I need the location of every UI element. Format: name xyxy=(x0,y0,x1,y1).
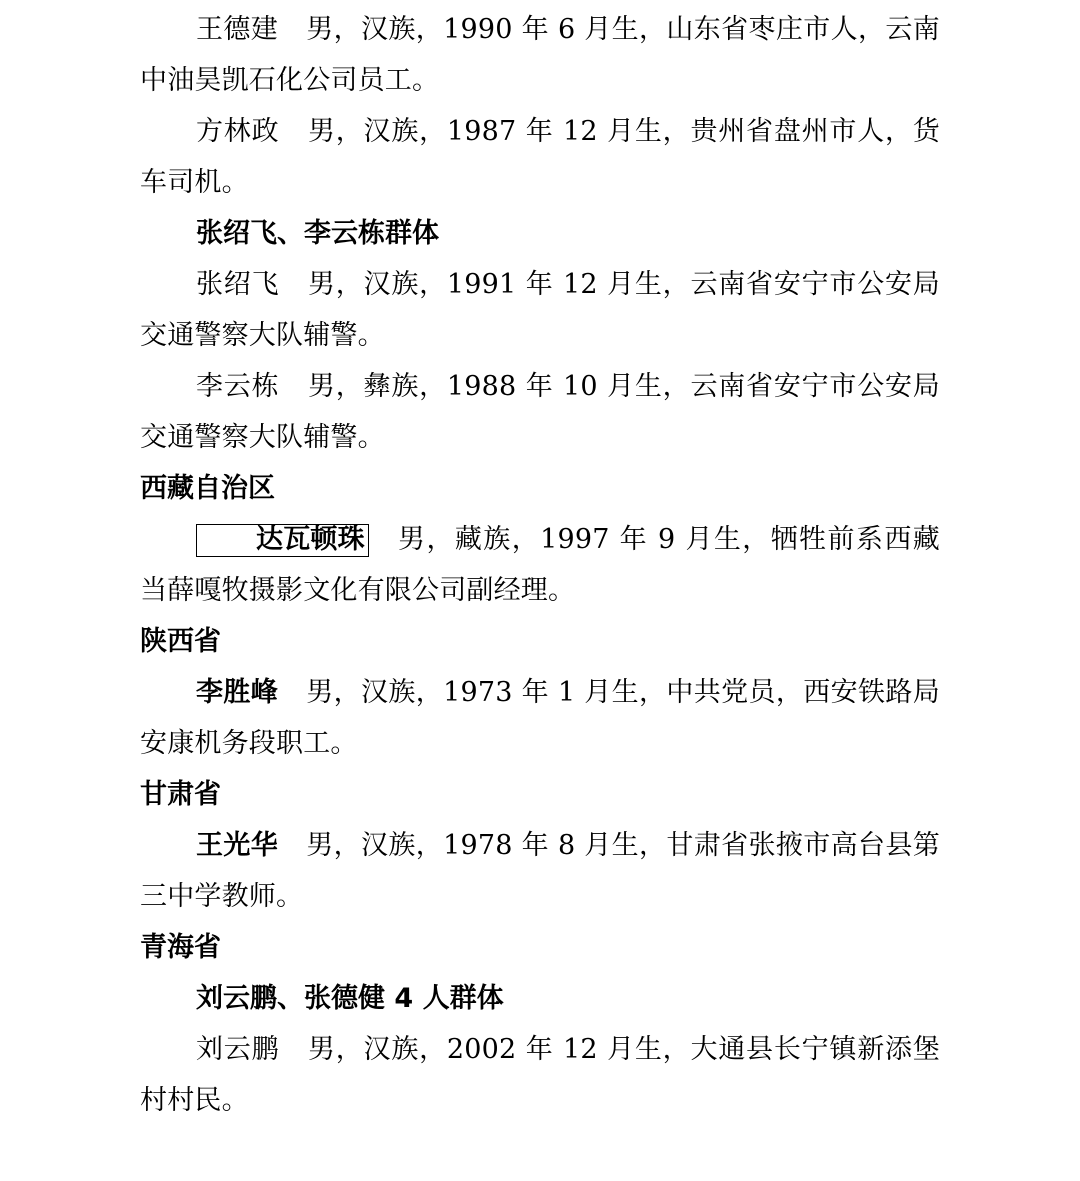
person-entry xyxy=(140,361,940,463)
person-description: 男，彝族，1988 年 10 月生，云南省安宁市公安局交通警察大队辅警。 xyxy=(140,371,940,453)
region-heading: 陕西省 xyxy=(140,626,221,657)
person-description: 男，汉族，1987 年 12 月生，贵州省盘州市人，货车司机。 xyxy=(140,116,940,198)
person-description: 男，汉族，1990 年 6 月生，山东省枣庄市人，云南中油昊凯石化公司员工。 xyxy=(140,14,940,96)
person-name: 方林政 xyxy=(196,116,280,147)
person-name: 王光华 xyxy=(196,830,279,861)
document-body xyxy=(140,4,940,1126)
region-heading: 青海省 xyxy=(140,932,221,963)
region-heading: 甘肃省 xyxy=(140,779,221,810)
group-heading: 刘云鹏、张德健 4 人群体 xyxy=(196,983,504,1014)
person-entry xyxy=(140,259,940,361)
person-entry xyxy=(140,106,940,208)
region-heading: 西藏自治区 xyxy=(140,473,275,504)
person-description: 男，汉族，1973 年 1 月生，中共党员，西安铁路局安康机务段职工。 xyxy=(140,677,940,759)
person-name: 李云栋 xyxy=(196,371,280,402)
person-description: 男，汉族，2002 年 12 月生，大通县长宁镇新添堡村村民。 xyxy=(140,1034,940,1116)
person-name: 刘云鹏 xyxy=(196,1034,280,1065)
person-entry xyxy=(140,820,940,922)
person-name-highlighted: 达瓦顿珠 xyxy=(196,524,369,557)
person-name: 李胜峰 xyxy=(196,677,279,708)
group-heading: 张绍飞、李云栋群体 xyxy=(196,218,439,249)
person-entry xyxy=(140,1024,940,1126)
person-description: 男，汉族，1978 年 8 月生，甘肃省张掖市高台县第三中学教师。 xyxy=(140,830,940,912)
person-entry xyxy=(140,667,940,769)
person-name: 王德建 xyxy=(196,14,279,45)
person-entry xyxy=(140,4,940,106)
person-description: 男，汉族，1991 年 12 月生，云南省安宁市公安局交通警察大队辅警。 xyxy=(140,269,940,351)
person-description: 男，藏族，1997 年 9 月生，牺牲前系西藏当薛嘎牧摄影文化有限公司副经理。 xyxy=(140,524,940,606)
person-entry xyxy=(140,514,940,616)
person-name: 张绍飞 xyxy=(196,269,280,300)
